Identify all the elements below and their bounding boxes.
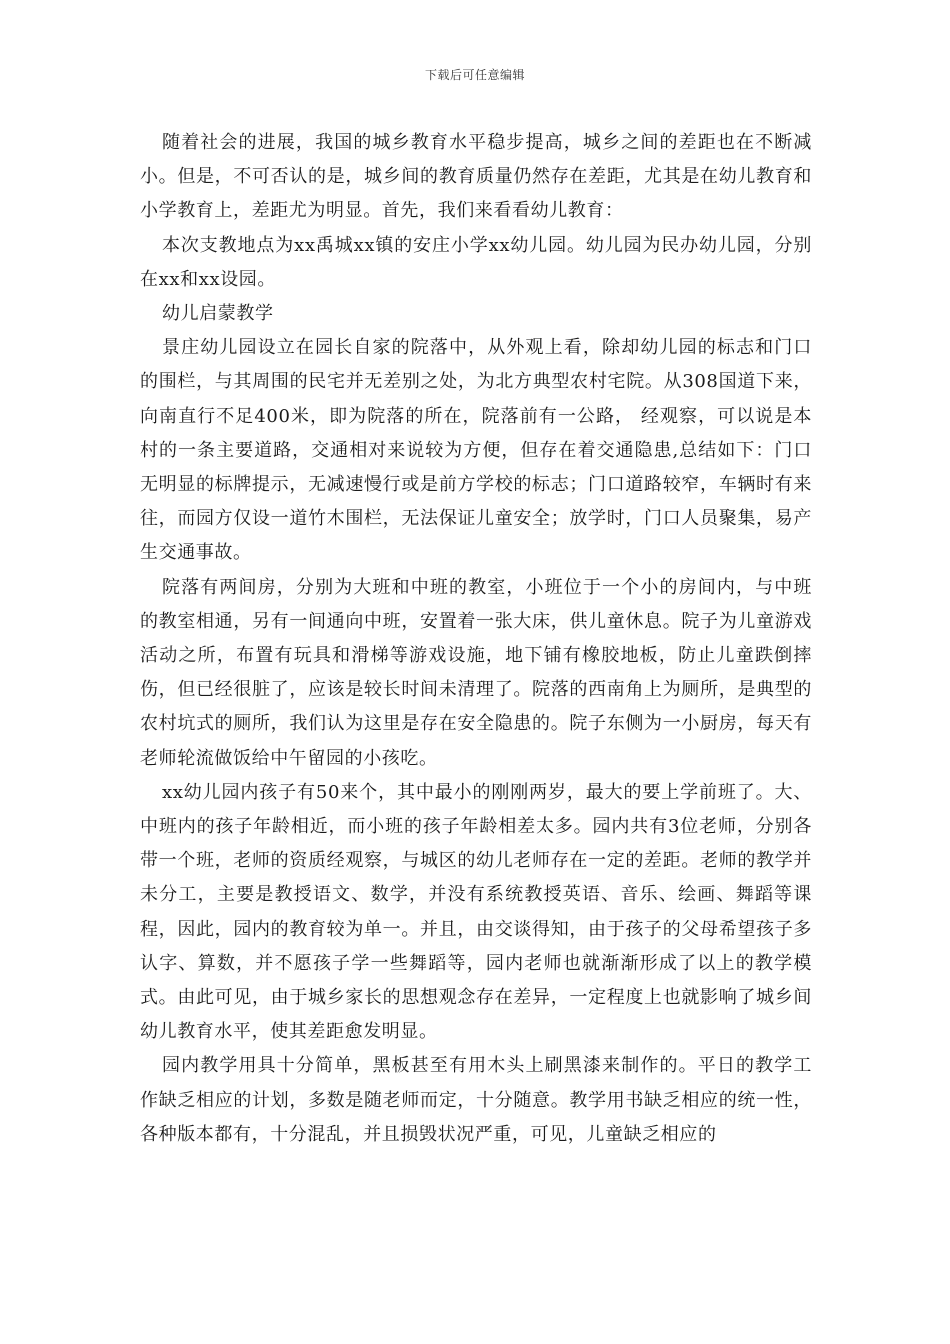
document-body: [140, 126, 812, 1152]
paragraph-courtyard: 院落有两间房，分别为大班和中班的教室，小班位于一个小的房间内，与中班的教室相通，另有一间通向中班，安置着一张大床，供儿童休息。院子为儿童游戏活动之所，布置有玩具和滑梯等游戏设施，地下铺有橡胶地板，防止儿童跌倒摔伤，但已经很脏了，应该是较长时间未清理了。院落的西南角上为厕所，是典型的农村坑式的厕所，我们认为这里是存在安全隐患的。院子东侧为一小厨房，每天有老师轮流做饭给中午留园的小孩吃。: [140, 576, 812, 769]
section-heading: 幼儿启蒙教学: [162, 303, 274, 325]
paragraph-teaching-tools: 园内教学用具十分简单，黑板甚至有用木头上刷黑漆来制作的。平日的教学工作缺乏相应的计划，多数是随老师而定，十分随意。教学用书缺乏相应的统一性，各种版本都有，十分混乱，并且损毁状况严重，可见，儿童缺乏相应的: [140, 1055, 812, 1145]
page-header-note: 下载后可任意编辑: [424, 68, 525, 82]
paragraph-location: 本次支教地点为xx禹城xx镇的安庄小学xx幼儿园。幼儿园为民办幼儿园，分别在xx和xx设园。: [140, 234, 812, 290]
paragraph-children-teachers: xx幼儿园内孩子有50来个，其中最小的刚刚两岁，最大的要上学前班了。大、中班内的孩子年龄相近，而小班的孩子年龄相差太多。园内共有3位老师，分别各带一个班，老师的资质经观察，与城区的幼儿老师存在一定的差距。老师的教学并未分工，主要是教授语文、数学，并没有系统教授英语、音乐、绘画、舞蹈等课程，因此，园内的教育较为单一。并且，由交谈得知，由于孩子的父母希望孩子多认字、算数，并不愿孩子学一些舞蹈等，园内老师也就渐渐形成了以上的教学模式。由此可见，由于城乡家长的思想观念存在差异，一定程度上也就影响了城乡间幼儿教育水平，使其差距愈发明显。: [140, 781, 812, 1043]
paragraph-intro: 随着社会的进展，我国的城乡教育水平稳步提高，城乡之间的差距也在不断减小。但是，不可否认的是，城乡间的教育质量仍然存在差距，尤其是在幼儿教育和小学教育上，差距尤为明显。首先，我们来看看幼儿教育：: [140, 132, 812, 222]
paragraph-kindergarten-setting: 景庄幼儿园设立在园长自家的院落中，从外观上看，除却幼儿园的标志和门口的围栏，与其周围的民宅并无差别之处，为北方典型农村宅院。从308国道下来，向南直行不足400米，即为院落的所在，院落前有一公路， 经观察，可以说是本村的一条主要道路，交通相对来说较为方便，但存在着交通隐患,总结如下：门口无明显的标牌提示，无减速慢行或是前方学校的标志；门口道路较窄，车辆时有来往，而园方仅设一道竹木围栏，无法保证儿童安全；放学时，门口人员聚集，易产生交通事故。: [140, 337, 812, 564]
